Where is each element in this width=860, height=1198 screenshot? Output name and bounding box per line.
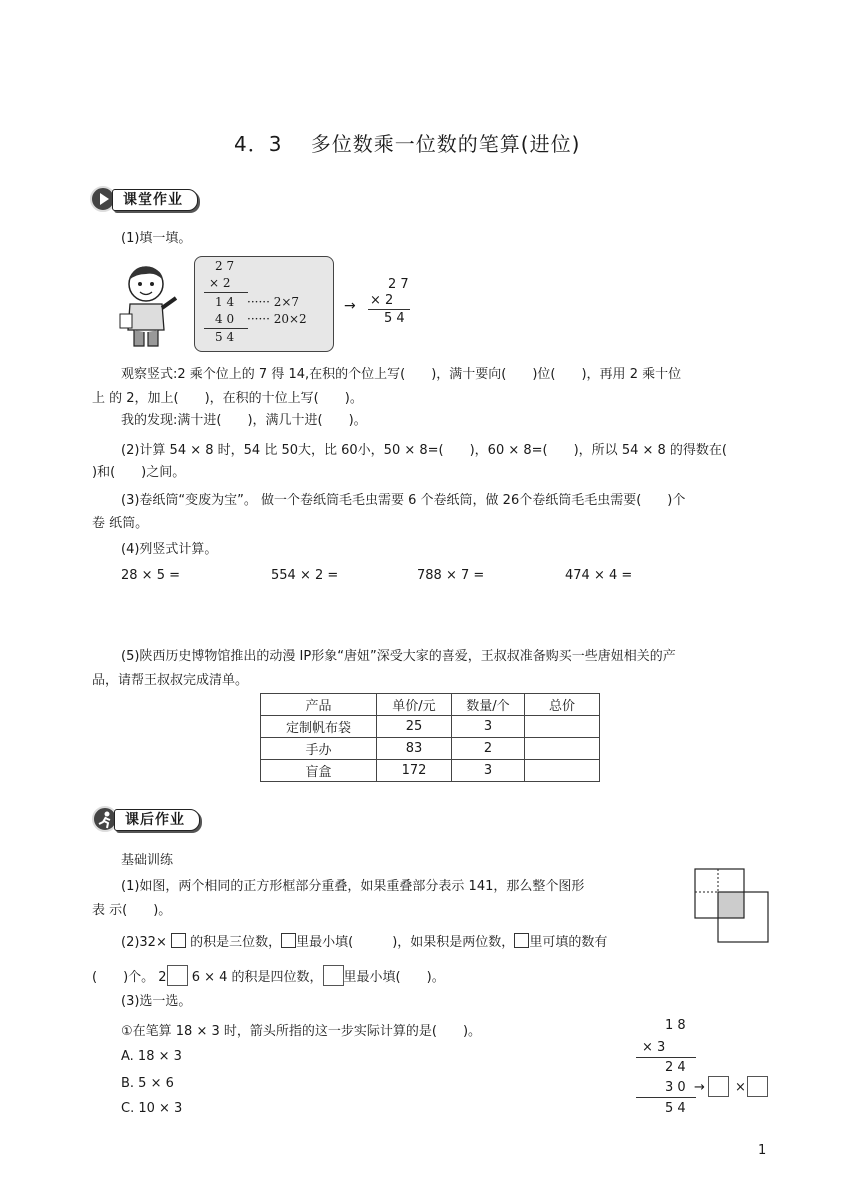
table-cell: 25 <box>377 716 452 738</box>
h2-text-a: (2)32× <box>121 935 167 950</box>
observe-line1: 观察竖式:2 乘个位上的 7 得 14,在积的个位上写( )，满十要向( )位( )，再用 2 乘十位 <box>121 367 682 382</box>
q4-item-2: 554 × 2 = <box>271 568 339 583</box>
h2-text-b: 的积是三位数， <box>190 935 282 950</box>
h2-line2 <box>92 965 445 987</box>
box-calc-row5: 5 4 <box>215 330 235 344</box>
table-cell <box>525 760 600 782</box>
calc2-row2: × 3 <box>642 1040 666 1055</box>
box-calc-row1: 2 7 <box>215 259 235 273</box>
table-cell: 定制帆布袋 <box>261 716 377 738</box>
blank-square[interactable] <box>167 965 188 986</box>
right-calc-row2: × 2 <box>370 293 394 308</box>
table-cell: 3 <box>452 716 525 738</box>
q5-line2: 品，请帮王叔叔完成清单。 <box>92 673 249 688</box>
h3-label: (3)选一选。 <box>121 994 192 1009</box>
q2-line1: (2)计算 54 × 8 时，54 比 50大，比 60小，50 × 8=( )，60 × 8=( )，所以 54 × 8 的得数在( <box>121 443 727 458</box>
table-cell: 172 <box>377 760 452 782</box>
section-badge-label: 课后作业 <box>114 809 200 831</box>
table-row <box>261 760 600 782</box>
h2-text-c: 里最小填( )，如果积是两位数， <box>296 935 515 950</box>
q4-item-3: 788 × 7 = <box>417 568 485 583</box>
table-header: 产品 <box>261 694 377 716</box>
q5-line1: (5)陕西历史博物馆推出的动漫 IP形象“唐妞”深受大家的喜爱，王叔叔准备购买一些唐妞相关的产 <box>121 649 676 664</box>
blank-square[interactable] <box>171 933 186 948</box>
option-c[interactable]: C. 10 × 3 <box>121 1101 183 1116</box>
table-header: 单价/元 <box>377 694 452 716</box>
table-cell: 3 <box>452 760 525 782</box>
box-calc-row2: × 2 <box>209 276 231 290</box>
table-header: 总价 <box>525 694 600 716</box>
q2-line2: )和( )之间。 <box>92 465 186 480</box>
h3-question: ①在笔算 18 × 3 时，箭头所指的这一步实际计算的是( )。 <box>121 1024 482 1039</box>
option-a[interactable]: A. 18 × 3 <box>121 1049 182 1064</box>
discovery-line: 我的发现:满十进( )，满几十进( )。 <box>121 413 367 428</box>
table-row <box>261 738 600 760</box>
q4-item-4: 474 × 4 = <box>565 568 633 583</box>
box-calc-row4: 4 0 <box>215 312 235 326</box>
arrow-icon: → <box>344 298 356 314</box>
overlapping-squares-figure <box>694 868 770 944</box>
calc2-row3: 2 4 <box>665 1060 686 1075</box>
calc2-row5: 5 4 <box>665 1101 686 1116</box>
h2-line1 <box>121 933 607 952</box>
q4-item-1: 28 × 5 = <box>121 568 180 583</box>
table-cell: 盲盒 <box>261 760 377 782</box>
q3-line2: 卷 纸筒。 <box>92 516 149 531</box>
blank-square[interactable] <box>708 1076 729 1097</box>
table-row <box>261 716 600 738</box>
table-cell: 2 <box>452 738 525 760</box>
table-cell: 83 <box>377 738 452 760</box>
q1-label: (1)填一填。 <box>121 231 192 246</box>
h1-line2: 表 示( )。 <box>92 903 172 918</box>
box-calc-note1: ······ 2×7 <box>247 295 300 309</box>
table-header-row <box>261 694 600 716</box>
basic-training-label: 基础训练 <box>121 853 174 868</box>
boy-illustration <box>116 262 182 350</box>
right-calc-row1: 2 7 <box>388 277 409 292</box>
calc2-times: × <box>735 1080 746 1095</box>
box-calc-note2: ······ 20×2 <box>247 312 307 326</box>
observe-line2: 上 的 2，加上( )，在积的十位上写( )。 <box>92 391 363 406</box>
calc2-row1: 1 8 <box>665 1018 686 1033</box>
h2-line2-b: 6 × 4 的积是四位数， <box>191 970 323 985</box>
box-calc-row3: 1 4 <box>215 295 235 309</box>
blank-square[interactable] <box>323 965 344 986</box>
section-badge-homework <box>92 806 212 832</box>
h2-text-d: 里可填的数有 <box>529 935 608 950</box>
page-number: 1 <box>758 1143 767 1158</box>
table-header: 数量/个 <box>452 694 525 716</box>
table-cell: 手办 <box>261 738 377 760</box>
q4-label: (4)列竖式计算。 <box>121 542 218 557</box>
product-table <box>260 693 600 782</box>
page-title: 4．3 多位数乘一位数的笔算(进位) <box>234 132 581 156</box>
table-cell <box>525 738 600 760</box>
section-badge-classwork <box>90 186 210 212</box>
right-calc-row3: 5 4 <box>384 311 405 326</box>
section-badge-label: 课堂作业 <box>112 189 198 211</box>
h2-line2-c: 里最小填( )。 <box>343 970 445 985</box>
blank-square[interactable] <box>747 1076 768 1097</box>
blank-square[interactable] <box>514 933 529 948</box>
h2-line2-a: ( )个。 2 <box>92 970 167 985</box>
option-b[interactable]: B. 5 × 6 <box>121 1076 174 1091</box>
h1-line1: (1)如图，两个相同的正方形框部分重叠，如果重叠部分表示 141，那么整个图形 <box>121 879 585 894</box>
table-cell <box>525 716 600 738</box>
blank-square[interactable] <box>281 933 296 948</box>
calc2-arrow-icon: → <box>694 1080 705 1095</box>
q3-line1: (3)卷纸筒“变废为宝”。 做一个卷纸筒毛毛虫需要 6 个卷纸筒，做 26个卷纸筒毛毛虫需要( )个 <box>121 493 686 508</box>
calc2-row4: 3 0 <box>665 1080 686 1095</box>
